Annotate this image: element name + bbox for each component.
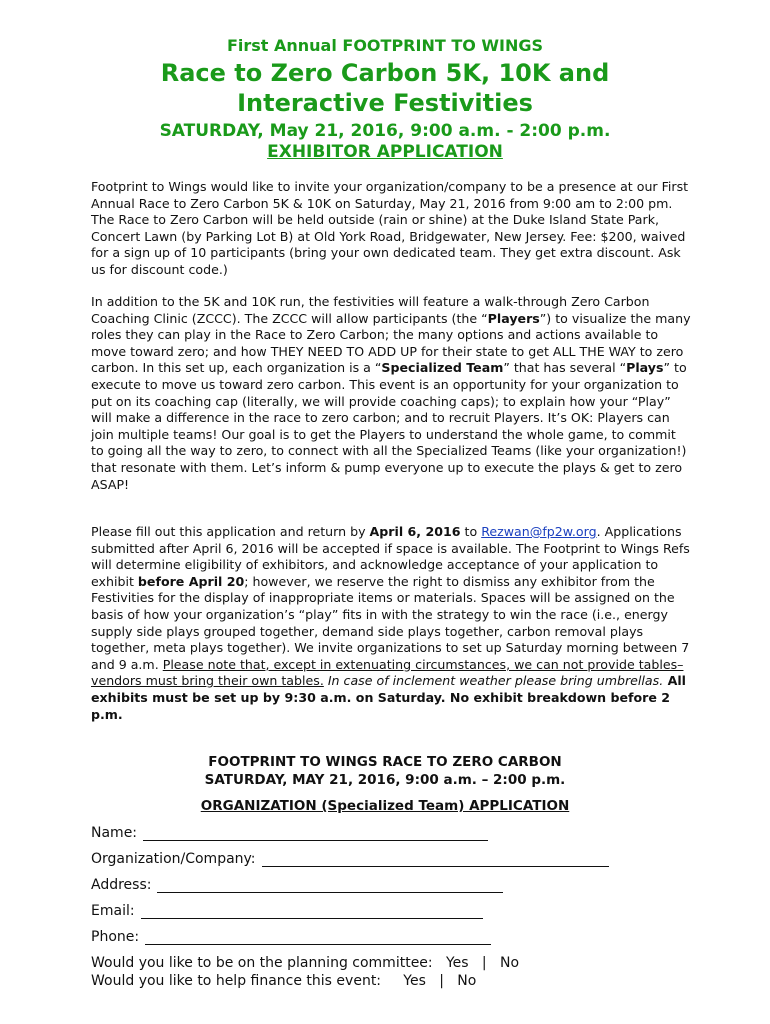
p3-text-c: to	[460, 524, 482, 539]
tables-note: Please note that, except in extenuating circumstances, we can not provide tables– vendors must bring their own tables.	[91, 656, 684, 689]
event-subtitle: First Annual FOOTPRINT TO WINGS	[226, 36, 544, 55]
p3-text-d: . Applications submitted after April 6, 2016 will be accepted if space is available. The Footprint to Wings Refs will determine eligibility of exhibitors, and acknowledge acceptance of your application to exhibit	[91, 524, 690, 589]
players-term: Players	[487, 310, 540, 326]
address-field	[91, 877, 503, 893]
p3-text-f: ; however, we reserve the right to dismiss any exhibitor from the Festivities for the display of inappropriate items or materials. Spaces will be assigned on the basis of how your organization’s “play” fits in with the strategy to win the race (i.e., energy supply side plays grouped together, demand side plays together, carbon removal plays together, meta plays together). We invite organizations to set up Saturday morning between 7 and 9 a.m.	[91, 573, 690, 672]
form-title: ORGANIZATION (Specialized Team) APPLICATION	[200, 798, 570, 814]
name-label: Name:	[91, 825, 138, 841]
p2-text-c: ”) to visualize the many roles they can play in the Race to Zero Carbon; the many options and actions available to move toward zero; and how THEY NEED TO ADD UP for their state to get ALL THE WAY to zero carbon. In this set up, each organization is a “	[91, 310, 691, 376]
deadline-date: April 6, 2016	[369, 524, 461, 539]
email-label: Email:	[91, 903, 135, 919]
address-label: Address:	[91, 877, 152, 893]
intro-paragraph: Footprint to Wings would like to invite your organization/company to be a presence at our First Annual Race to Zero Carbon 5K & 10K on Saturday, May 21, 2016 from 9:00 am to 2:00 pm. The Race to Zero Carbon will be held outside (rain or shine) at the Duke Island State Park, Concert Lawn (by Parking Lot B) at Old York Road, Bridgewater, New Jersey. Fee: $200, waived for a sign up of 10 participants (bring your own dedicated team. They get extra discount. Ask us for discount code.)	[91, 179, 689, 277]
address-input-line[interactable]	[157, 878, 503, 893]
organization-input-line[interactable]	[262, 852, 609, 867]
event-title-line-2: Interactive Festivities	[237, 89, 533, 117]
weather-note: In case of inclement weather please bring umbrellas.	[323, 673, 664, 689]
form-header-line-2: SATURDAY, MAY 21, 2016, 9:00 a.m. – 2:00 p.m.	[204, 772, 566, 788]
organization-label: Organization/Company:	[91, 851, 256, 867]
plays-term: Plays	[626, 360, 664, 376]
form-header	[0, 753, 770, 789]
phone-field	[91, 929, 491, 945]
name-input-line[interactable]	[143, 826, 488, 841]
phone-input-line[interactable]	[145, 930, 491, 945]
phone-label: Phone:	[91, 929, 140, 945]
finance-question[interactable]: Would you like to help finance this event: Yes | No	[91, 973, 477, 989]
application-heading: EXHIBITOR APPLICATION	[267, 142, 503, 162]
email-field	[91, 903, 483, 919]
p2-text-e: ” that has several “	[503, 360, 627, 376]
form-header-line-1: FOOTPRINT TO WINGS RACE TO ZERO CARBON	[208, 754, 562, 770]
p3-text-a: Please fill out this application and return by	[91, 524, 370, 539]
event-date-block	[0, 121, 770, 163]
specialized-team-term: Specialized Team	[381, 360, 504, 376]
instructions-paragraph	[91, 524, 691, 723]
planning-committee-question[interactable]: Would you like to be on the planning committee: Yes | No	[91, 955, 520, 971]
event-title-line-1: Race to Zero Carbon 5K, 10K and	[160, 59, 610, 87]
p2-text-g: ” to execute to move us toward zero carbon. This event is an opportunity for your organization to put on its coaching cap (literally, we will provide coaching caps); to explain how your “Play” will make a difference in the race to zero carbon; and to recruit Players. It’s OK: Players can join multiple teams! Our goal is to get the Players to understand the whole game, to commit to going all the way to zero, to connect with all the Specialized Teams (like your organization!) that resonate with them. Let’s inform & pump everyone up to execute the plays & get to zero ASAP!	[91, 360, 687, 492]
festivities-paragraph	[91, 294, 691, 493]
email-input-line[interactable]	[141, 904, 483, 919]
contact-email-link[interactable]: Rezwan@fp2w.org	[481, 524, 597, 539]
name-field	[91, 825, 488, 841]
event-title	[0, 58, 770, 118]
acceptance-date: before April 20	[137, 573, 245, 589]
organization-field	[91, 851, 609, 867]
p2-text-a: In addition to the 5K and 10K run, the festivities will feature a walk-through Zero Carbon Coaching Clinic (ZCCC). The ZCCC will allow participants (the “	[91, 294, 650, 326]
event-date: SATURDAY, May 21, 2016, 9:00 a.m. - 2:00 p.m.	[159, 121, 611, 141]
setup-deadline: All exhibits must be set up by 9:30 a.m. on Saturday. No exhibit breakdown before 2 p.m.	[91, 673, 686, 722]
